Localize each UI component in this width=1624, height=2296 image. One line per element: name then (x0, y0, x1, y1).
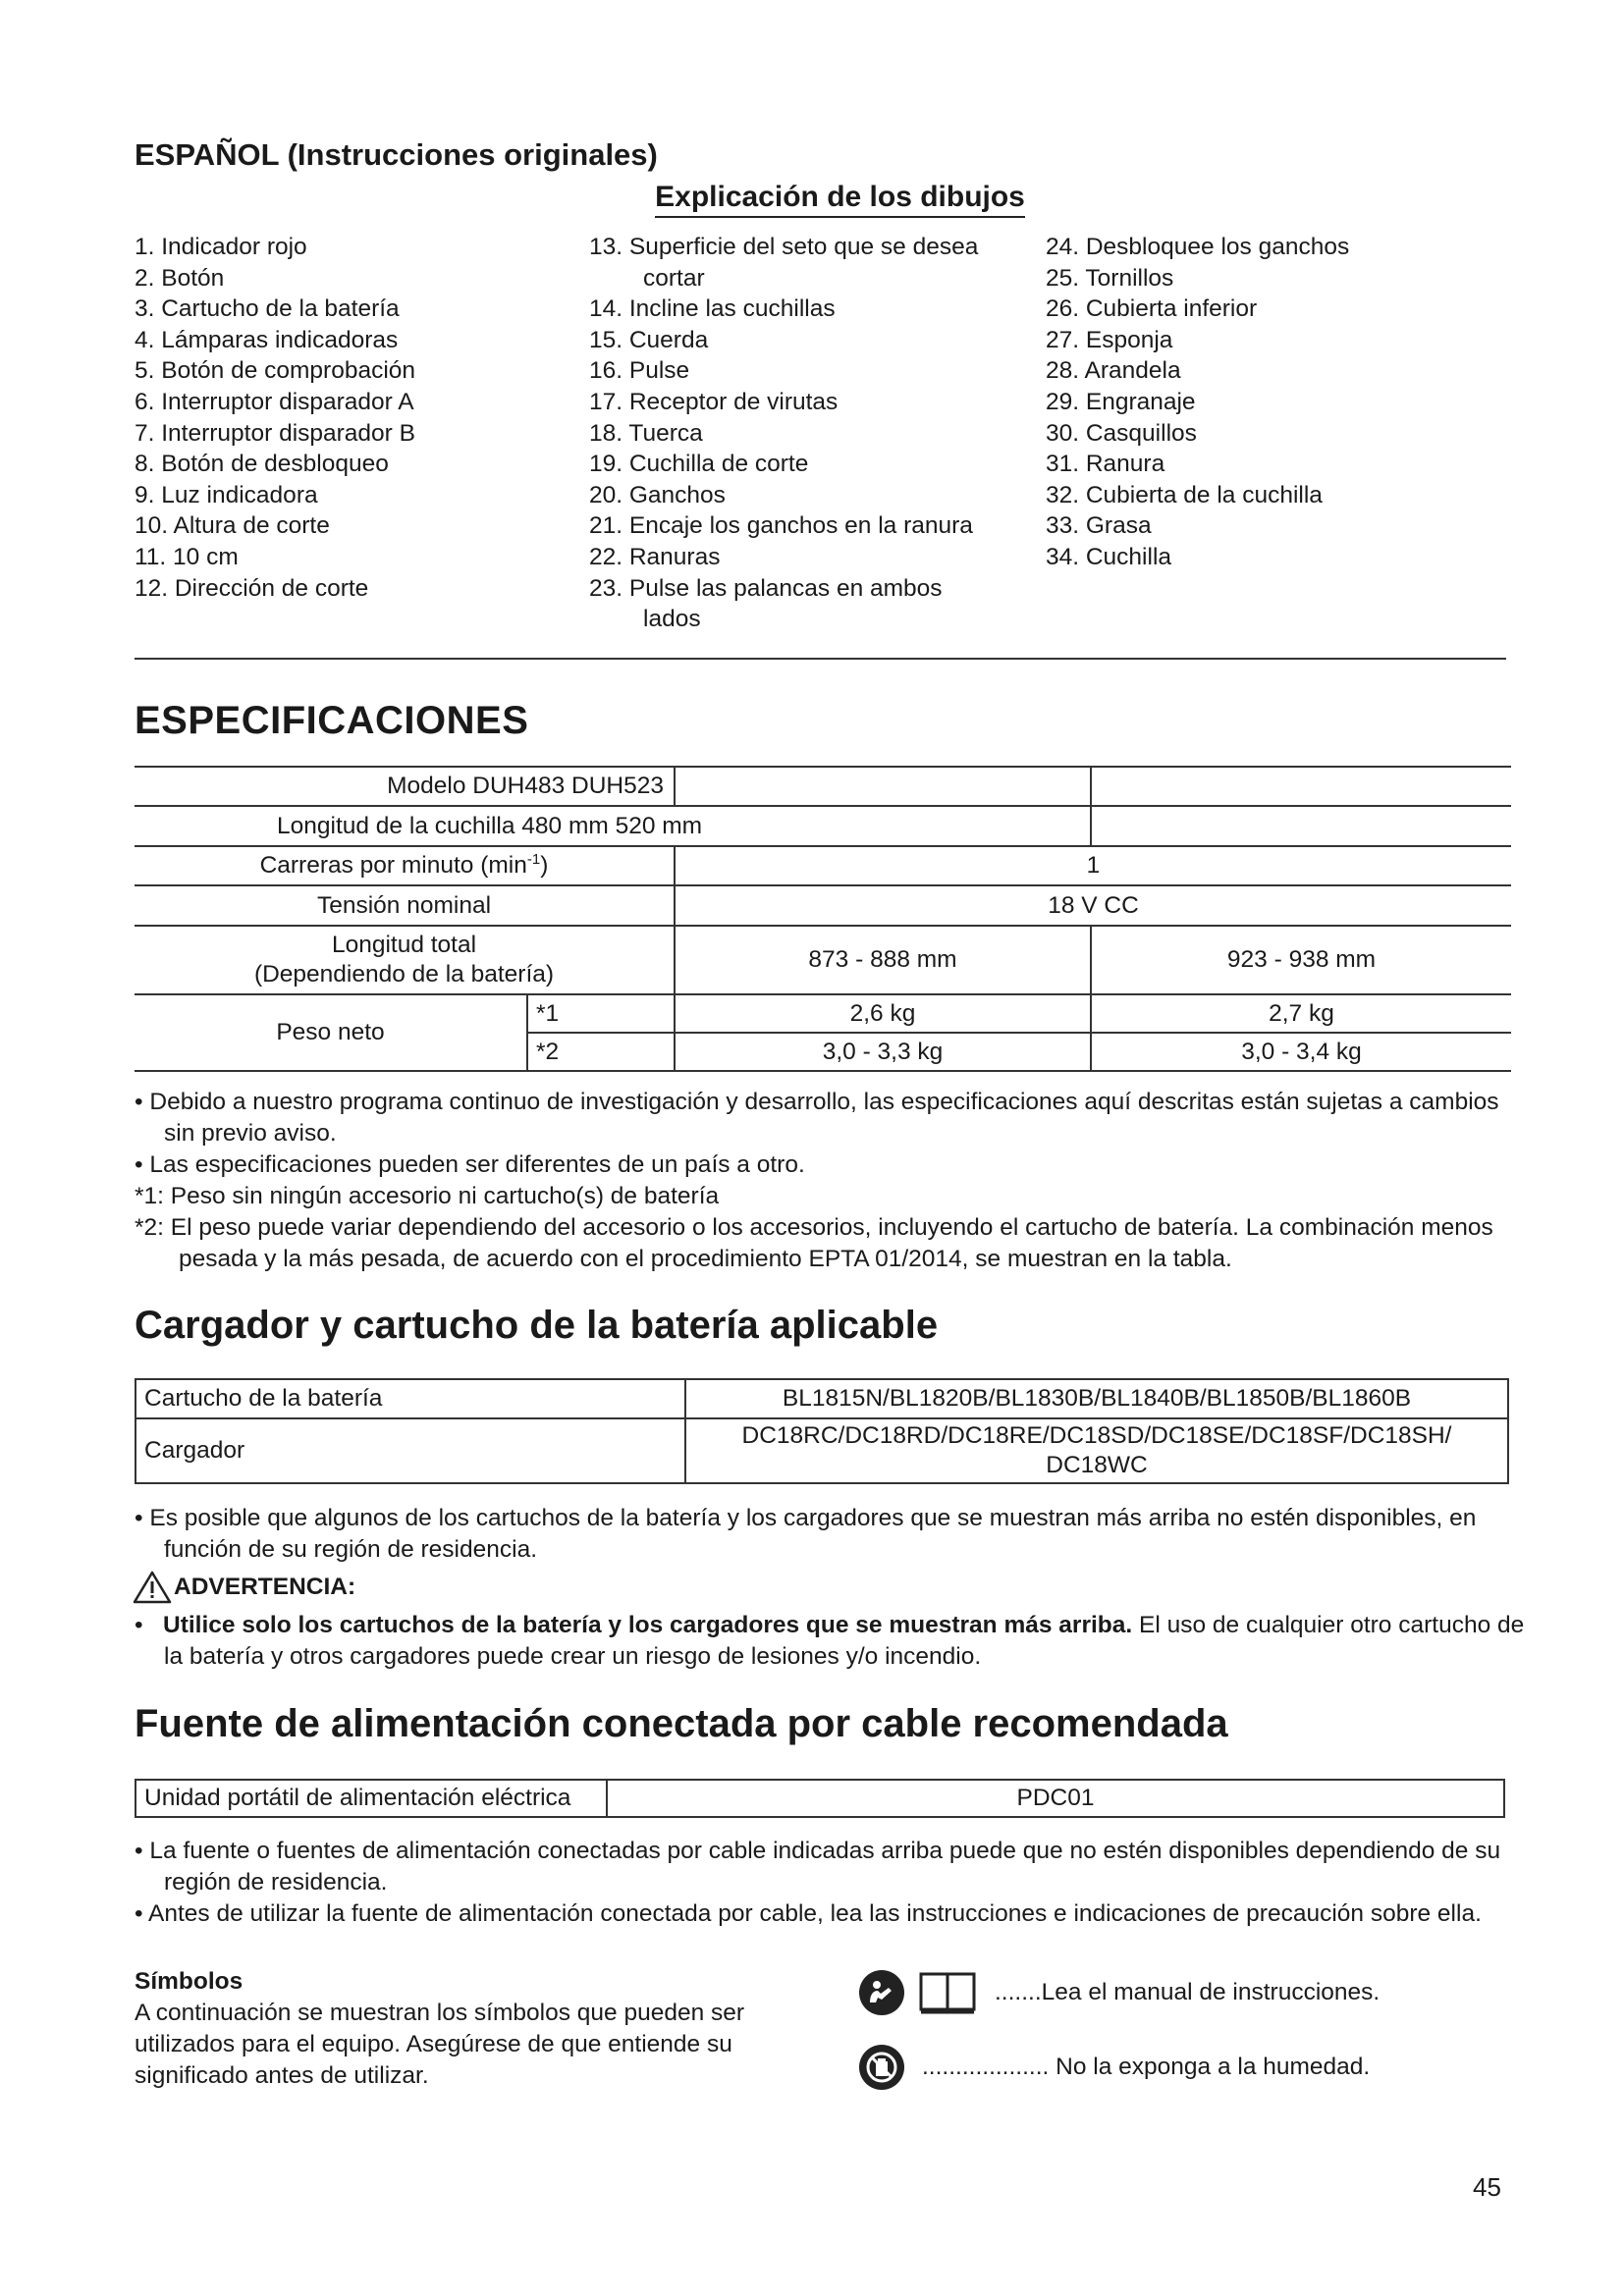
power-value-cell: PDC01 (607, 1780, 1504, 1817)
legend-item: 30. Casquillos (1046, 419, 1197, 447)
legend-item: 5. Botón de comprobación (135, 357, 416, 385)
note: *1: Peso sin ningún accesorio ni cartucho(s) de batería (135, 1183, 720, 1209)
legend-item: 18. Tuerca (589, 419, 703, 447)
read-manual-person-icon (859, 1970, 904, 2015)
note: • Debido a nuestro programa continuo de investigación y desarrollo, las especificaciones aquí descritas están sujetas a cambios sin previo aviso. (135, 1089, 1499, 1147)
battery-value-cell: BL1815N/BL1820B/BL1830B/BL1840B/BL1850B/BL1860B (685, 1379, 1508, 1418)
total-length-label-cell: Longitud total (Dependiendo de la batería) (135, 926, 675, 994)
weight-footnote-2: *2 (527, 1033, 675, 1071)
weight1-b-cell: 2,7 kg (1091, 994, 1511, 1033)
weight1-a-cell: 2,6 kg (675, 994, 1091, 1033)
weight2-b-cell: 3,0 - 3,4 kg (1091, 1033, 1511, 1071)
legend-item: 15. Cuerda (589, 326, 709, 353)
legend-item: 21. Encaje los ganchos en la ranura (589, 512, 973, 540)
table-row (135, 926, 1511, 994)
legend-item: 34. Cuchilla (1046, 543, 1172, 570)
table-row (135, 846, 1511, 885)
page-number: 45 (1473, 2172, 1501, 2202)
table-row (135, 767, 1511, 806)
legend-item: 20. Ganchos (589, 481, 726, 508)
legend-item: 26. Cubierta inferior (1046, 295, 1258, 323)
legend-item: 31. Ranura (1046, 451, 1165, 478)
legend-item: lados (643, 606, 701, 633)
language-title: ESPAÑOL (Instrucciones originales) (135, 137, 658, 172)
explanation-title: Explicación de los dibujos (0, 181, 1624, 214)
table-row (135, 1780, 1504, 1817)
legend-item: 24. Desbloquee los ganchos (1046, 234, 1350, 260)
legend-item: 3. Cartucho de la batería (135, 295, 400, 323)
voltage-value-cell: 18 V CC (675, 885, 1511, 926)
legend-item: 32. Cubierta de la cuchilla (1046, 481, 1323, 508)
legend-item: 9. Luz indicadora (135, 481, 318, 508)
empty-cell (1091, 767, 1511, 806)
legend-item: 22. Ranuras (589, 543, 721, 570)
power-note-1: • La fuente o fuentes de alimentación conectadas por cable indicadas arriba puede que no estén disponibles dependiendo de su región de residencia. (135, 1838, 1501, 1896)
legend-item: 13. Superficie del seto que se desea (589, 234, 979, 260)
legend-item: 29. Engranaje (1046, 388, 1196, 415)
total-length-a-cell: 873 - 888 mm (675, 926, 1091, 994)
legend-item: 27. Esponja (1046, 326, 1173, 353)
warning-text: • Utilice solo los cartuchos de la batería y los cargadores que se muestran más arriba. El uso de cualquier otro cartucho de la batería y otros cargadores puede crear un riesgo de lesiones y/o incendio. (135, 1612, 1525, 1670)
symbols-title: Símbolos (135, 1968, 244, 1995)
strokes-label-cell: Carreras por minuto $(\min^{-1})$ (135, 846, 675, 885)
specifications-table (135, 766, 1511, 1072)
warning-triangle-icon (133, 1571, 172, 1604)
table-row (135, 994, 1511, 1033)
specification-notes (135, 1087, 1509, 1275)
weight2-a-cell: 3,0 - 3,3 kg (675, 1033, 1091, 1071)
legend-item: 6. Interruptor disparador A (135, 388, 414, 415)
power-supply-table (135, 1779, 1505, 1818)
legend-item: 23. Pulse las palancas en ambos (589, 574, 943, 602)
note: • Las especificaciones pueden ser diferentes de un país a otro. (135, 1151, 805, 1178)
legend-item: 4. Lámparas indicadoras (135, 326, 399, 353)
legend-item: 10. Altura de corte (135, 512, 330, 540)
legend-item: 17. Receptor de virutas (589, 388, 839, 415)
legend-item: 19. Cuchilla de corte (589, 451, 809, 478)
battery-label-cell: Cartucho de la batería (135, 1379, 685, 1418)
legend-item: 1. Indicador rojo (135, 234, 307, 260)
legend-item: 7. Interruptor disparador B (135, 419, 415, 447)
charger-value-cell: DC18RC/DC18RD/DC18RE/DC18SD/DC18SE/DC18SF/DC18SH/ DC18WC (685, 1418, 1508, 1483)
specifications-heading: ESPECIFICACIONES (135, 699, 529, 742)
book-icon (918, 1970, 977, 2015)
legend-item: 14. Incline las cuchillas (589, 295, 836, 323)
legend-item: 2. Botón (135, 264, 225, 292)
legend-item: 33. Grasa (1046, 512, 1152, 540)
table-row (135, 885, 1511, 926)
voltage-label-cell: Tensión nominal (135, 885, 675, 926)
table-row (135, 1379, 1508, 1418)
legend-item: 12. Dirección de corte (135, 574, 369, 602)
legend-item: 8. Botón de desbloqueo (135, 451, 389, 478)
charger-label-cell: Cargador (135, 1418, 685, 1483)
note: *2: El peso puede variar dependiendo del accesorio o los accesorios, incluyendo el cartucho de batería. La combinación menos pesada y la más pesada, de acuerdo con el procedimiento EPTA 01/2014, se muestran en la tabla. (135, 1214, 1493, 1272)
legend-column-1 (135, 232, 415, 604)
strokes-value-cell: 1 (675, 846, 1511, 885)
charger-table (135, 1378, 1509, 1484)
legend-item: 28. Arandela (1046, 357, 1181, 385)
power-label-cell: Unidad portátil de alimentación eléctrica (135, 1780, 607, 1817)
legend-item: 16. Pulse (589, 357, 690, 385)
table-row (135, 806, 1511, 846)
charger-heading: Cargador y cartucho de la batería aplicable (135, 1304, 939, 1347)
net-weight-label-cell: Peso neto (135, 994, 527, 1071)
power-note-2: • Antes de utilizar la fuente de alimentación conectada por cable, lea las instrucciones e indicaciones de precaución sobre ella. (135, 1900, 1482, 1927)
power-supply-heading: Fuente de alimentación conectada por cable recomendada (135, 1702, 1228, 1745)
no-humidity-icon (859, 2045, 904, 2090)
legend-item: 25. Tornillos (1046, 264, 1174, 292)
warning-heading: ADVERTENCIA: (133, 1571, 355, 1604)
legend-column-3 (1046, 232, 1349, 573)
legend-column-2 (589, 232, 978, 635)
charger-note: • Es posible que algunos de los cartuchos de la batería y los cargadores que se muestran más arriba no estén disponibles, en función de su región de residencia. (135, 1505, 1477, 1563)
empty-cell (1091, 806, 1511, 846)
symbol-no-humidity: ................... No la exponga a la humedad. (859, 2045, 1370, 2090)
total-length-b-cell: 923 - 938 mm (1091, 926, 1511, 994)
symbol-read-manual: .......Lea el manual de instrucciones. (859, 1970, 1380, 2015)
legend-item: cortar (643, 264, 705, 292)
model-cell: Modelo DUH483 DUH523 (135, 767, 675, 806)
legend-item: 11. 10 cm (135, 543, 239, 570)
blade-length-cell: Longitud de la cuchilla 480 mm 520 mm (135, 806, 1091, 846)
empty-cell (675, 767, 1091, 806)
table-row (135, 1418, 1508, 1483)
weight-footnote-1: *1 (527, 994, 675, 1033)
symbols-text: A continuación se muestran los símbolos que pueden ser utilizados para el equipo. Asegúrese de que entiende su significado antes de utilizar. (135, 2000, 745, 2089)
section-divider (135, 658, 1506, 660)
